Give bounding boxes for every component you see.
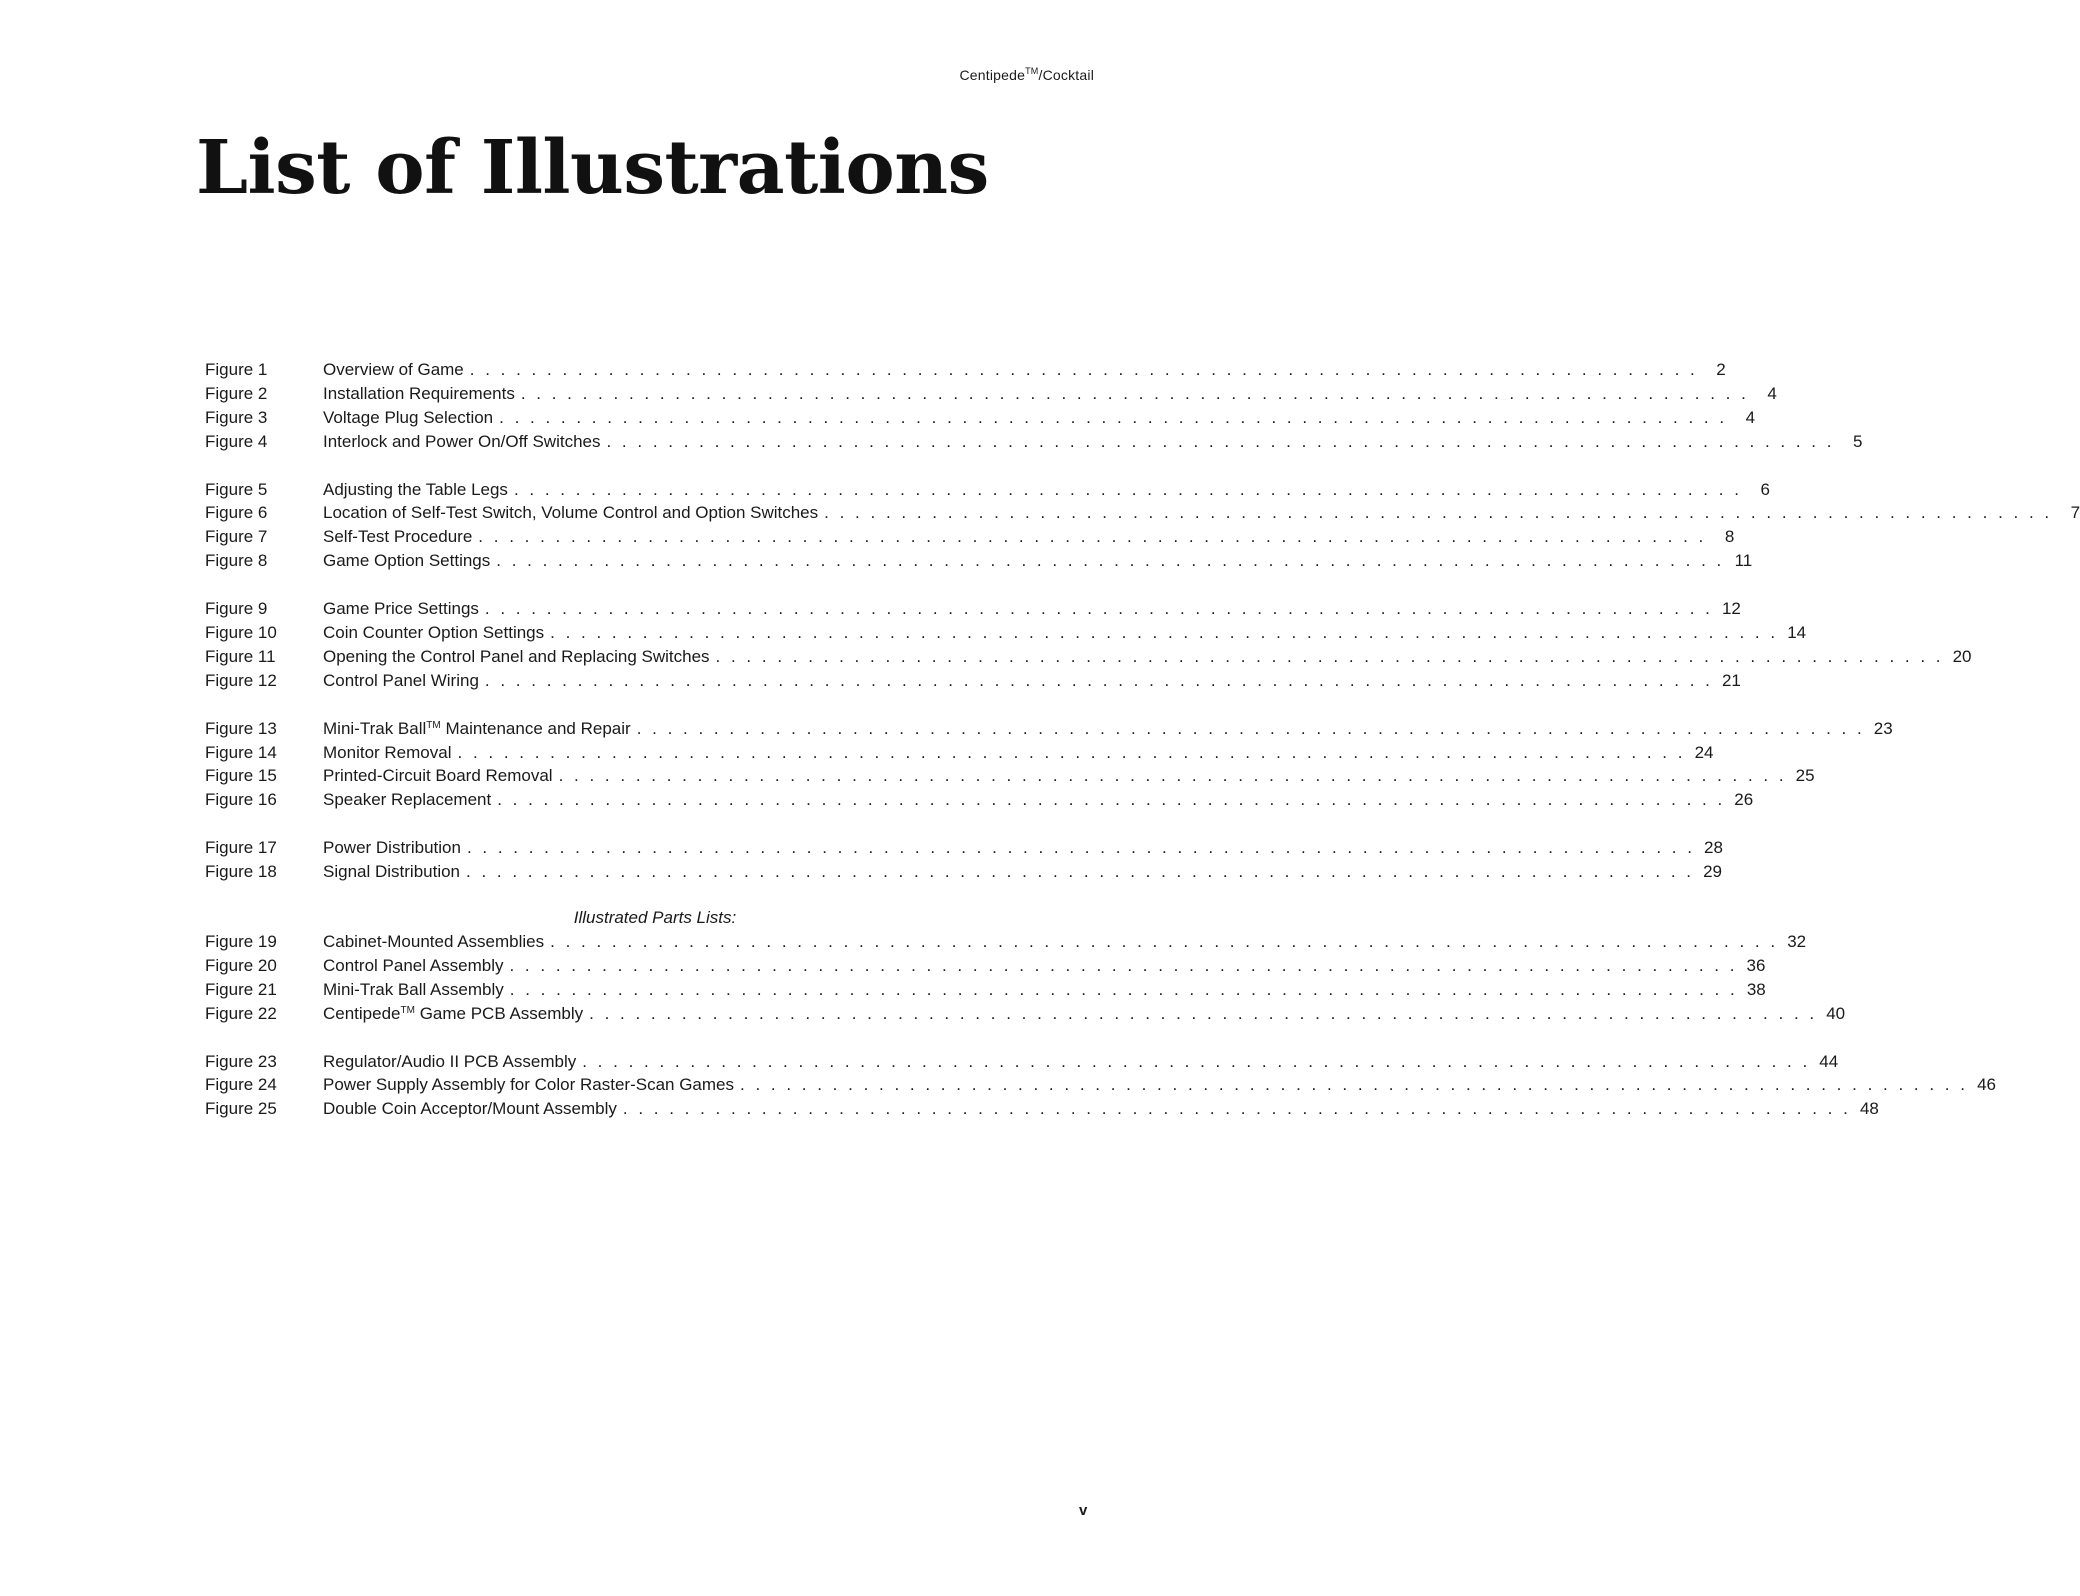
page-folio: v <box>1079 1502 1088 1519</box>
figure-title <box>323 430 606 454</box>
figure-title <box>323 1097 623 1121</box>
page-number: 4 <box>1767 383 1777 403</box>
figure-label: Figure 1 <box>205 360 268 379</box>
dot-leader: . . . . . . . . . . . . . . . . . . . . . . . . . . . . . . . . . . . . . . . . . . . . . . . . . . . . . . . . . . . . . . . . . . . . . . . . . . . . . . . . <box>582 1051 1811 1071</box>
toc-group <box>205 358 1863 454</box>
toc-entry <box>205 358 1726 382</box>
figure-label: Figure 18 <box>205 862 277 882</box>
toc-entry <box>205 669 1741 693</box>
page-number: 11 <box>1734 551 1753 571</box>
figure-title-text: Double Coin Acceptor/Mount Assembly <box>323 1099 617 1119</box>
toc-entry <box>205 764 1815 788</box>
toc-entry <box>205 1073 1996 1097</box>
page-number: 32 <box>1787 932 1807 952</box>
dot-leader: . . . . . . . . . . . . . . . . . . . . . . . . . . . . . . . . . . . . . . . . . . . . . . . . . . . . . . . . . . . . . . . . . . . . . . . . . . . . . . . . <box>606 431 1835 451</box>
dot-leader: . . . . . . . . . . . . . . . . . . . . . . . . . . . . . . . . . . . . . . . . . . . . . . . . . . . . . . . . . . . . . . . . . . . . . . . . . . . . . . . . <box>509 979 1738 999</box>
dot-leader: . . . . . . . . . . . . . . . . . . . . . . . . . . . . . . . . . . . . . . . . . . . . . . . . . . . . . . . . . . . . . . . . . . . . . . . . . . . . . . . . <box>558 766 1787 786</box>
toc-group <box>205 836 1723 884</box>
page-title: List of Illustrations <box>196 125 989 211</box>
page-number: 21 <box>1721 670 1741 690</box>
toc-entry <box>205 954 1766 978</box>
toc-entry <box>205 645 1972 669</box>
figure-label: Figure 14 <box>205 742 277 762</box>
figure-title <box>323 717 637 741</box>
page-number: 23 <box>1873 718 1893 738</box>
dot-leader: . . . . . . . . . . . . . . . . . . . . . . . . . . . . . . . . . . . . . . . . . . . . . . . . . . . . . . . . . . . . . . . . . . . . . . . . . . . . . . . . <box>509 955 1738 975</box>
toc-entry <box>205 1050 1839 1074</box>
toc-entry <box>205 930 1807 954</box>
toc-entry <box>205 597 1741 621</box>
toc-entry <box>205 1002 1846 1026</box>
figure-title <box>323 860 466 884</box>
toc-entry <box>205 741 1714 765</box>
toc-entry <box>205 978 1766 1002</box>
page-number: 38 <box>1746 979 1766 999</box>
figure-title-text: Installation Requirements <box>323 383 515 403</box>
figure-title-text: Adjusting the Table Legs <box>323 479 508 499</box>
figure-title <box>323 1050 582 1074</box>
toc-entry <box>205 836 1723 860</box>
toc-entry <box>205 525 1735 549</box>
figure-title-text: Printed-Circuit Board Removal <box>323 766 553 786</box>
figure-title-text: Voltage Plug Selection <box>323 407 494 427</box>
figure-label: Figure 5 <box>205 479 268 499</box>
figure-title-suffix: Maintenance and Repair <box>440 718 631 738</box>
dot-leader: . . . . . . . . . . . . . . . . . . . . . . . . . . . . . . . . . . . . . . . . . . . . . . . . . . . . . . . . . . . . . . . . . . . . . . . . . . . . . . . . <box>466 838 1695 858</box>
figure-title-text: Game Option Settings <box>323 551 491 571</box>
figure-title <box>323 358 470 382</box>
figure-label: Figure 10 <box>205 623 277 643</box>
figure-label: Figure 11 <box>205 646 276 666</box>
figure-title <box>323 741 458 765</box>
figure-title-text: Power Distribution <box>323 838 461 858</box>
figure-title-text: Control Panel Assembly <box>323 955 504 975</box>
dot-leader: . . . . . . . . . . . . . . . . . . . . . . . . . . . . . . . . . . . . . . . . . . . . . . . . . . . . . . . . . . . . . . . . . . . . . . . . . . . . . . . . <box>469 360 1698 379</box>
trademark-mark: TM <box>426 719 441 731</box>
dot-leader: . . . . . . . . . . . . . . . . . . . . . . . . . . . . . . . . . . . . . . . . . . . . . . . . . . . . . . . . . . . . . . . . . . . . . . . . . . . . . . . . <box>550 623 1779 643</box>
figure-title <box>323 382 521 406</box>
figure-title <box>323 978 510 1002</box>
figure-title <box>323 1073 740 1097</box>
dot-leader: . . . . . . . . . . . . . . . . . . . . . . . . . . . . . . . . . . . . . . . . . . . . . . . . . . . . . . . . . . . . . . . . . . . . . . . . . . . . . . . . <box>513 479 1742 499</box>
page-number: 28 <box>1704 838 1723 858</box>
section-subheading: Illustrated Parts Lists: <box>573 908 737 928</box>
toc-entry <box>205 621 1807 645</box>
figure-label: Figure 3 <box>205 407 268 427</box>
figure-title-text: Mini-Trak Ball Assembly <box>323 979 504 999</box>
figure-label: Figure 2 <box>205 383 268 403</box>
figure-title-text: Monitor Removal <box>323 742 452 762</box>
figure-title <box>323 669 485 693</box>
toc-entry <box>205 501 2080 525</box>
figure-title <box>323 597 485 621</box>
figure-title <box>323 1002 589 1026</box>
page-number: 12 <box>1721 599 1741 619</box>
dot-leader: . . . . . . . . . . . . . . . . . . . . . . . . . . . . . . . . . . . . . . . . . . . . . . . . . . . . . . . . . . . . . . . . . . . . . . . . . . . . . . . . <box>550 932 1779 952</box>
running-header-prefix: Centipede <box>959 67 1026 83</box>
figure-label: Figure 17 <box>205 838 277 858</box>
running-header-suffix: /Cocktail <box>1038 67 1094 83</box>
figure-label: Figure 7 <box>205 527 268 547</box>
page-number: 24 <box>1694 742 1714 762</box>
toc-entry <box>205 430 1863 454</box>
dot-leader: . . . . . . . . . . . . . . . . . . . . . . . . . . . . . . . . . . . . . . . . . . . . . . . . . . . . . . . . . . . . . . . . . . . . . . . . . . . . . . . . <box>589 1003 1818 1023</box>
dot-leader: . . . . . . . . . . . . . . . . . . . . . . . . . . . . . . . . . . . . . . . . . . . . . . . . . . . . . . . . . . . . . . . . . . . . . . . . . . . . . . . . <box>740 1075 1968 1095</box>
figure-title-text: Signal Distribution <box>323 862 461 882</box>
trademark-mark: TM <box>400 1004 415 1016</box>
page-number: 26 <box>1734 790 1754 810</box>
figure-label: Figure 13 <box>205 718 277 738</box>
figure-title <box>323 930 550 954</box>
dot-leader: . . . . . . . . . . . . . . . . . . . . . . . . . . . . . . . . . . . . . . . . . . . . . . . . . . . . . . . . . . . . . . . . . . . . . . . . . . . . . . . . <box>636 718 1865 738</box>
figure-title-text: Mini-Trak Ball <box>323 718 427 738</box>
dot-leader: . . . . . . . . . . . . . . . . . . . . . . . . . . . . . . . . . . . . . . . . . . . . . . . . . . . . . . . . . . . . . . . . . . . . . . . . . . . . . . . . <box>499 407 1728 427</box>
figure-title <box>323 645 716 669</box>
figure-label: Figure 16 <box>205 790 277 810</box>
figure-title-text: Regulator/Audio II PCB Assembly <box>323 1051 577 1071</box>
toc-group <box>205 478 2080 574</box>
toc-entry <box>205 1097 1879 1121</box>
figure-label: Figure 22 <box>205 1003 277 1023</box>
figure-label: Figure 6 <box>205 503 268 523</box>
toc-entry <box>205 478 1770 502</box>
dot-leader: . . . . . . . . . . . . . . . . . . . . . . . . . . . . . . . . . . . . . . . . . . . . . . . . . . . . . . . . . . . . . . . . . . . . . . . . . . . . . . . . <box>824 503 2053 523</box>
dot-leader: . . . . . . . . . . . . . . . . . . . . . . . . . . . . . . . . . . . . . . . . . . . . . . . . . . . . . . . . . . . . . . . . . . . . . . . . . . . . . . . . <box>457 742 1686 762</box>
figure-title <box>323 478 514 502</box>
page-number: 46 <box>1977 1075 1996 1095</box>
dot-leader: . . . . . . . . . . . . . . . . . . . . . . . . . . . . . . . . . . . . . . . . . . . . . . . . . . . . . . . . . . . . . . . . . . . . . . . . . . . . . . . . <box>466 862 1694 882</box>
page-number: 36 <box>1746 955 1766 975</box>
dot-leader: . . . . . . . . . . . . . . . . . . . . . . . . . . . . . . . . . . . . . . . . . . . . . . . . . . . . . . . . . . . . . . . . . . . . . . . . . . . . . . . . <box>484 599 1713 619</box>
figure-title-text: Location of Self-Test Switch, Volume Control and Option Switches <box>323 503 819 523</box>
figure-label: Figure 20 <box>205 955 277 975</box>
page-number: 4 <box>1745 407 1756 427</box>
figure-title-text: Interlock and Power On/Off Switches <box>323 431 601 451</box>
dot-leader: . . . . . . . . . . . . . . . . . . . . . . . . . . . . . . . . . . . . . . . . . . . . . . . . . . . . . . . . . . . . . . . . . . . . . . . . . . . . . . . . <box>496 551 1725 571</box>
toc-entry <box>205 406 1756 430</box>
running-header <box>959 66 1094 83</box>
figure-label: Figure 24 <box>205 1075 277 1095</box>
dot-leader: . . . . . . . . . . . . . . . . . . . . . . . . . . . . . . . . . . . . . . . . . . . . . . . . . . . . . . . . . . . . . . . . . . . . . . . . . . . . . . . . <box>478 527 1707 547</box>
figure-title <box>323 501 824 525</box>
figure-label: Figure 12 <box>205 670 277 690</box>
figure-title-text: Game Price Settings <box>323 599 479 619</box>
page-number: 44 <box>1819 1051 1839 1071</box>
figure-title <box>323 549 496 573</box>
figure-title-text: Power Supply Assembly for Color Raster-Scan Games <box>323 1075 734 1095</box>
page-number: 20 <box>1952 646 1972 666</box>
page-number: 25 <box>1795 766 1815 786</box>
figure-title-suffix: Game PCB Assembly <box>414 1003 584 1023</box>
figure-label: Figure 23 <box>205 1051 277 1071</box>
toc-entry <box>205 788 1754 812</box>
figure-title-text: Opening the Control Panel and Replacing Switches <box>323 646 710 666</box>
figure-title <box>323 788 497 812</box>
toc-group <box>205 717 1893 813</box>
figure-title <box>323 954 509 978</box>
trademark-mark: TM <box>1025 66 1039 76</box>
figure-title-text: Overview of Game <box>323 360 464 379</box>
figure-title-text: Self-Test Procedure <box>323 527 473 547</box>
illustrations-list <box>205 358 2080 1145</box>
figure-label: Figure 4 <box>205 431 268 451</box>
dot-leader: . . . . . . . . . . . . . . . . . . . . . . . . . . . . . . . . . . . . . . . . . . . . . . . . . . . . . . . . . . . . . . . . . . . . . . . . . . . . . . . . <box>520 383 1749 403</box>
figure-title-text: Control Panel Wiring <box>323 670 479 690</box>
figure-label: Figure 25 <box>205 1099 277 1119</box>
dot-leader: . . . . . . . . . . . . . . . . . . . . . . . . . . . . . . . . . . . . . . . . . . . . . . . . . . . . . . . . . . . . . . . . . . . . . . . . . . . . . . . . <box>622 1099 1851 1119</box>
figure-label: Figure 15 <box>205 766 277 786</box>
toc-entry <box>205 382 1777 406</box>
figure-title-text: Cabinet-Mounted Assemblies <box>323 932 545 952</box>
figure-label: Figure 19 <box>205 932 277 952</box>
toc-entry <box>205 860 1722 884</box>
toc-group <box>205 1050 1996 1122</box>
toc-group <box>205 906 1846 1026</box>
figure-title <box>323 836 467 860</box>
figure-title <box>323 525 478 549</box>
page-number: 8 <box>1724 527 1735 547</box>
page-number: 29 <box>1703 862 1722 882</box>
dot-leader: . . . . . . . . . . . . . . . . . . . . . . . . . . . . . . . . . . . . . . . . . . . . . . . . . . . . . . . . . . . . . . . . . . . . . . . . . . . . . . . . <box>497 790 1726 810</box>
page-number: 5 <box>1853 431 1863 451</box>
page-number: 2 <box>1716 360 1726 379</box>
figure-title-text: Speaker Replacement <box>323 790 492 810</box>
figure-title <box>323 406 499 430</box>
toc-entry <box>205 549 1753 573</box>
figure-title <box>323 621 550 645</box>
page-number: 14 <box>1787 623 1807 643</box>
figure-title <box>323 764 559 788</box>
figure-title-text: Centipede <box>323 1003 401 1023</box>
page-number: 6 <box>1760 479 1770 499</box>
toc-group <box>205 597 1972 693</box>
dot-leader: . . . . . . . . . . . . . . . . . . . . . . . . . . . . . . . . . . . . . . . . . . . . . . . . . . . . . . . . . . . . . . . . . . . . . . . . . . . . . . . . <box>715 646 1944 666</box>
page-number: 48 <box>1859 1099 1879 1119</box>
page-number: 7 <box>2070 503 2080 523</box>
figure-label: Figure 9 <box>205 599 268 619</box>
figure-label: Figure 8 <box>205 551 268 571</box>
figure-title-text: Coin Counter Option Settings <box>323 623 545 643</box>
dot-leader: . . . . . . . . . . . . . . . . . . . . . . . . . . . . . . . . . . . . . . . . . . . . . . . . . . . . . . . . . . . . . . . . . . . . . . . . . . . . . . . . <box>484 670 1713 690</box>
toc-entry <box>205 717 1893 741</box>
figure-label: Figure 21 <box>205 979 277 999</box>
page-number: 40 <box>1826 1003 1846 1023</box>
